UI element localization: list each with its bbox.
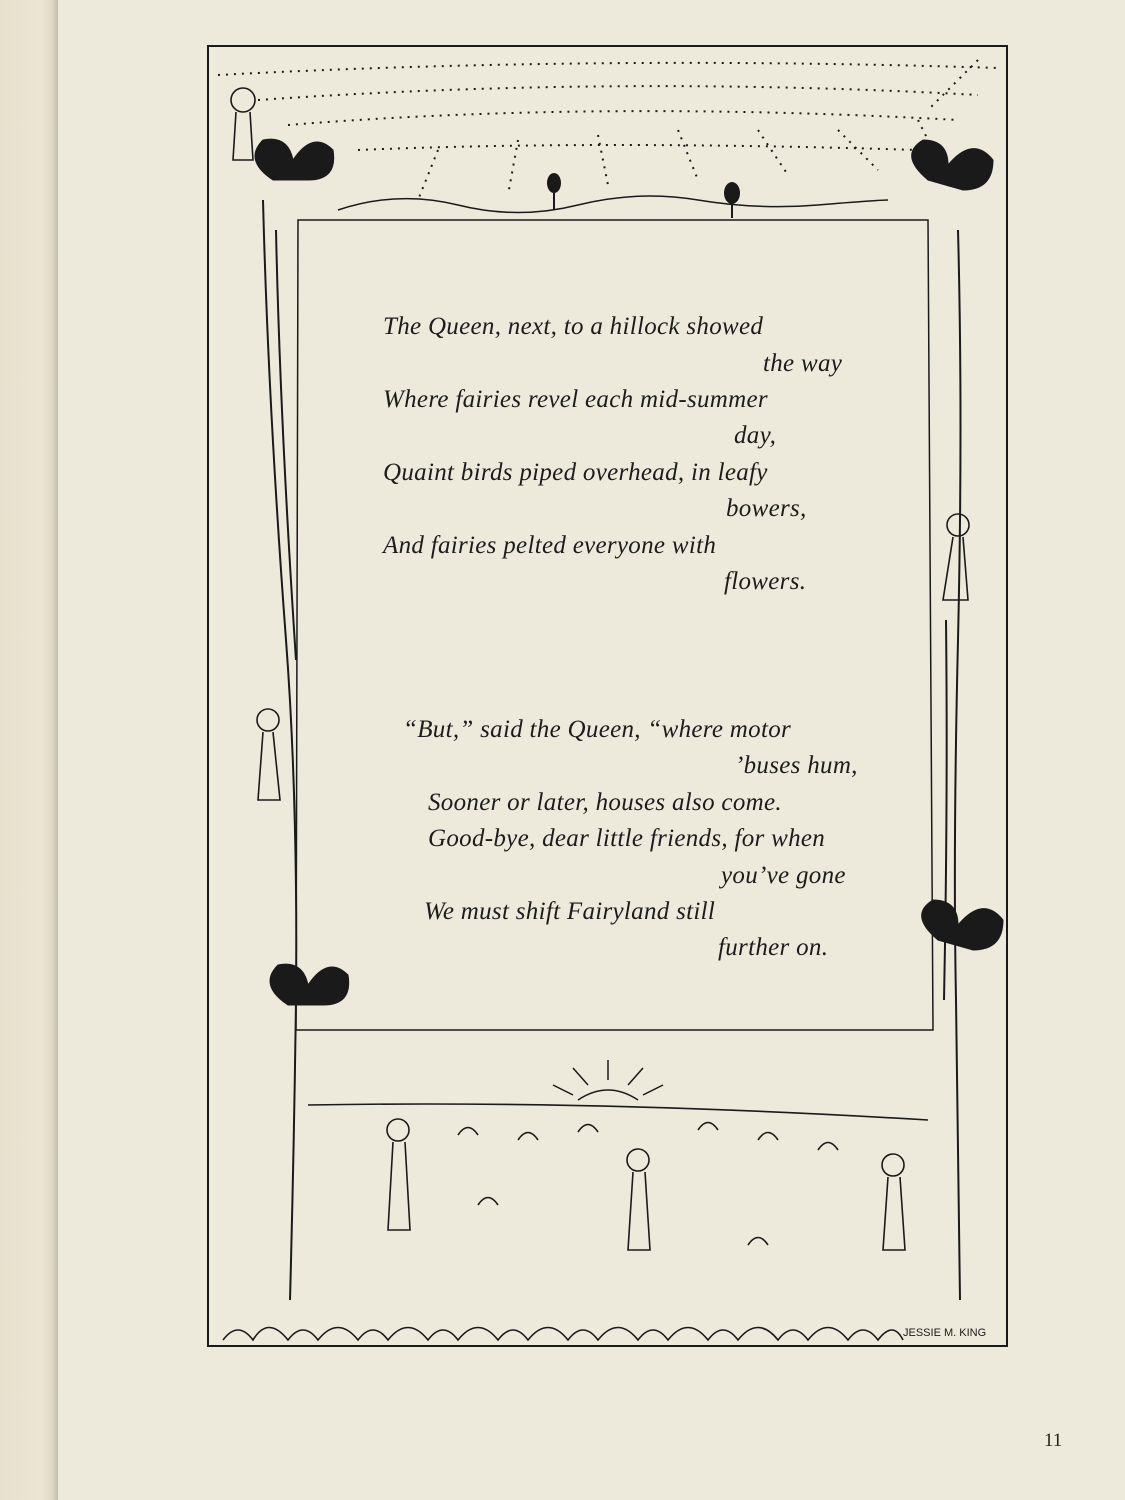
poem-line: you’ve gone — [721, 862, 846, 889]
poem-line: And fairies pelted everyone with — [383, 532, 717, 559]
poem-line: ’buses hum, — [735, 752, 858, 779]
fairy-figures — [231, 88, 969, 1250]
poem-line: The Queen, next, to a hillock showed — [383, 313, 764, 340]
poem-line: Where fairies revel each mid-summer — [383, 386, 768, 413]
poem-line: day, — [734, 422, 777, 449]
flower-icon — [255, 139, 1003, 1005]
poem-line: Good-bye, dear little friends, for when — [428, 825, 826, 852]
bird-icon — [724, 182, 740, 218]
decorative-border-illustration — [58, 0, 1125, 1500]
poem-line: “But,” said the Queen, “where motor — [403, 716, 792, 743]
sun-icon — [553, 1060, 663, 1100]
page-number: 11 — [1044, 1430, 1063, 1451]
wire — [338, 196, 888, 213]
poem-line: Quaint birds piped overhead, in leafy — [383, 459, 768, 486]
poem-line: Sooner or later, houses also come. — [428, 789, 782, 816]
poem-line: the way — [763, 350, 843, 377]
dotted-web — [218, 60, 998, 200]
book-page — [58, 0, 1125, 1500]
poem-line: flowers. — [724, 568, 807, 595]
poem-line: bowers, — [726, 495, 807, 522]
right-vine — [944, 230, 961, 1300]
poem-line: further on. — [718, 934, 829, 961]
meadow — [223, 1104, 928, 1340]
left-vine — [263, 200, 296, 1300]
facing-page-edge — [0, 0, 58, 1500]
poem-line: We must shift Fairyland still — [424, 898, 716, 925]
outer-frame — [208, 46, 1007, 1346]
bird-icon — [547, 173, 561, 210]
artist-signature: JESSIE M. KING — [903, 1327, 987, 1339]
